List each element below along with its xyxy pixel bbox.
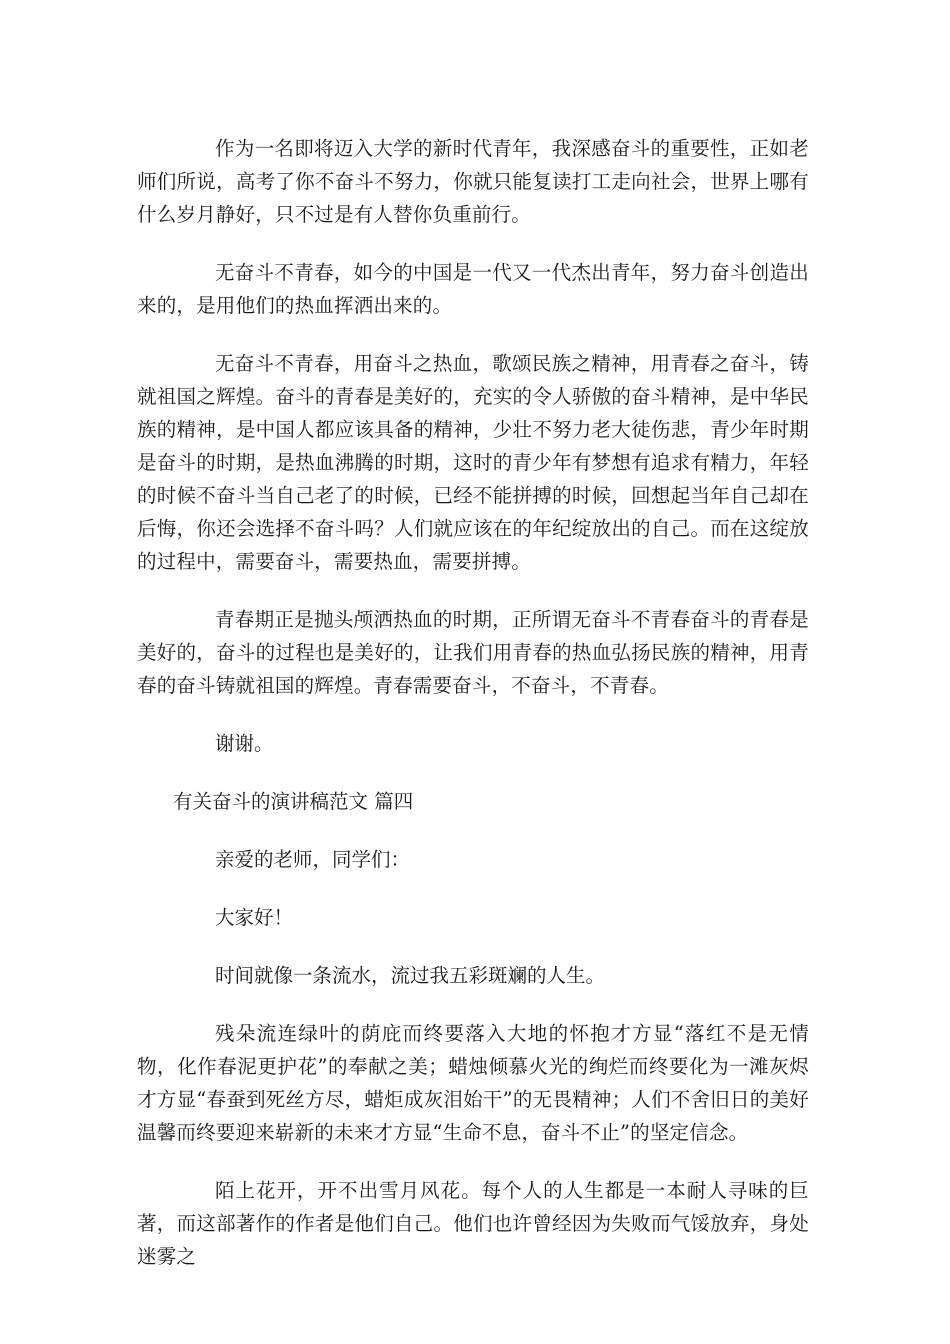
document-body xyxy=(137,132,809,1298)
paragraph-youth-period: 青春期正是抛头颅洒热血的时期，正所谓无奋斗不青春奋斗的青春是美好的，奋斗的过程也是美好的，让我们用青春的热血弘扬民族的精神，用青春的奋斗铸就祖国的辉煌。青春需要奋斗，不奋斗，不青春。 xyxy=(137,608,809,697)
paragraph-flowers-on-path: 陌上花开，开不出雪月风花。每个人的人生都是一本耐人寻味的巨著，而这部著作的作者是他们自己。他们也许曾经因为失败而气馁放弃，身处迷雾之 xyxy=(137,1179,809,1268)
paragraph-struggle-importance: 作为一名即将迈入大学的新时代青年，我深感奋斗的重要性，正如老师们所说，高考了你不奋斗不努力，你就只能复读打工走向社会，世界上哪有什么岁月静好，只不过是有人替你负重前行。 xyxy=(137,137,809,226)
salutation: 亲爱的老师，同学们： xyxy=(215,848,411,871)
paragraph-time-like-water: 时间就像一条流水，流过我五彩斑斓的人生。 xyxy=(215,964,606,987)
section-heading-part-four: 有关奋斗的演讲稿范文 篇四 xyxy=(173,790,414,813)
paragraph-no-struggle-no-youth: 无奋斗不青春，如今的中国是一代又一代杰出青年，努力奋斗创造出来的，是用他们的热血挥洒出来的。 xyxy=(137,261,809,317)
paragraph-national-spirit: 无奋斗不青春，用奋斗之热血，歌颂民族之精神，用青春之奋斗，铸就祖国之辉煌。奋斗的青春是美好的，充实的令人骄傲的奋斗精神，是中华民族的精神，是中国人都应该具备的精神，少壮不努力老大徒伤悲，青少年时期是奋斗的时期，是热血沸腾的时期，这时的青少年有梦想有追求有精力，年轻的时候不奋斗当自己老了的时候，已经不能拼搏的时候，回想起当年自己却在后悔，你还会选择不奋斗吗？人们就应该在的年纪绽放出的自己。而在这绽放的过程中，需要奋斗，需要热血，需要拼搏。 xyxy=(137,352,809,573)
closing-thanks: 谢谢。 xyxy=(215,732,274,755)
greeting: 大家好！ xyxy=(215,906,294,929)
paragraph-fallen-flowers: 残朵流连绿叶的荫庇而终要落入大地的怀抱才方显“落红不是无情物，化作春泥更护花”的奉献之美；蜡烛倾慕火光的绚烂而终要化为一滩灰烬才方显“春蚕到死丝方尽，蜡炬成灰泪始干”的无畏精神；人们不舍旧日的美好温馨而终要迎来崭新的未来才方显“生命不息，奋斗不止”的坚定信念。 xyxy=(137,1022,809,1144)
